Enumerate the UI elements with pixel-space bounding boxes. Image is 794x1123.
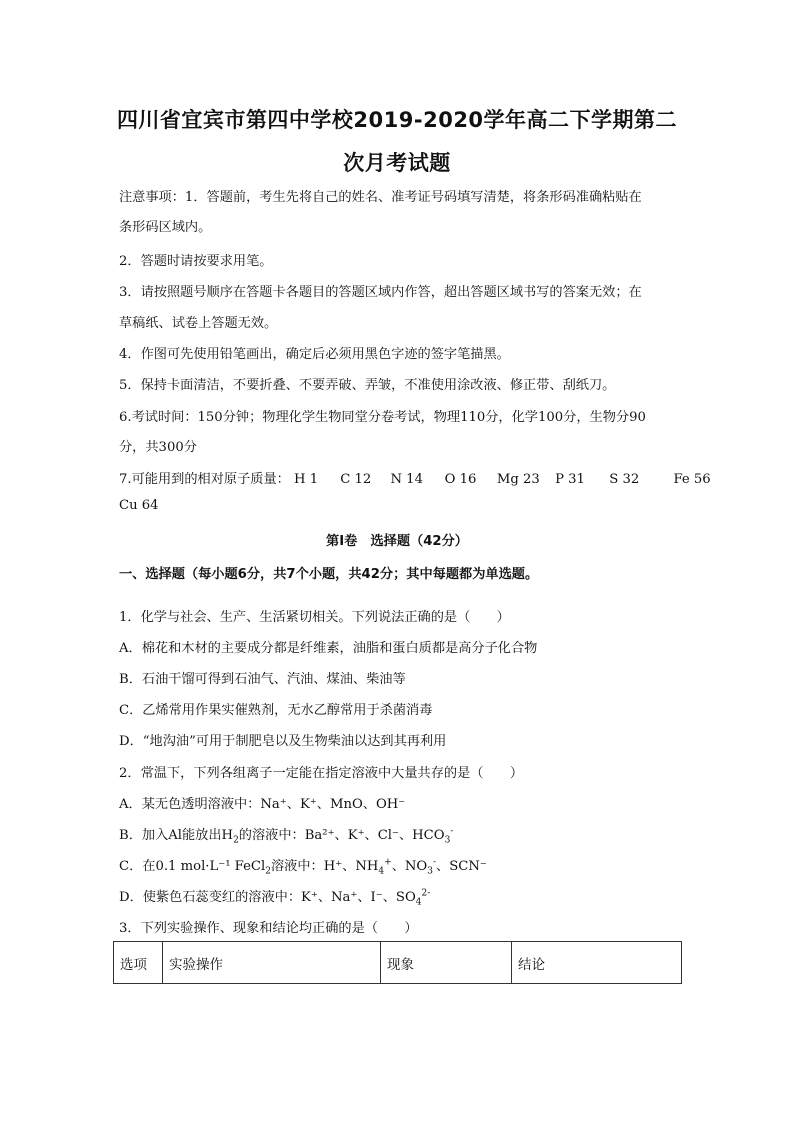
note-1b: 条形码区域内。 xyxy=(119,220,212,235)
table-header-operation: 实验操作 xyxy=(163,942,381,984)
mass-n: N 14 xyxy=(390,472,423,487)
table-header-conclusion: 结论 xyxy=(512,942,682,984)
mass-c: C 12 xyxy=(340,472,372,487)
mass-s: S 32 xyxy=(609,472,640,487)
q3-table xyxy=(113,941,682,984)
section-title: 第I卷 选择题（42分） xyxy=(326,534,468,549)
table-header-row xyxy=(114,942,682,984)
mass-mg: Mg 23 xyxy=(496,472,540,487)
q2-option-d: D．使紫色石蕊变红的溶液中：K⁺、Na⁺、I⁻、$SO_4^{2-}$ xyxy=(119,888,431,908)
section-heading: 一、选择题（每小题6分，共7个小题，共42分；其中每题都为单选题。 xyxy=(119,567,539,582)
mass-p: P 31 xyxy=(555,472,585,487)
q2-option-b: B．加入Al能放出$H_2$的溶液中：Ba²⁺、K⁺、Cl⁻、$HCO_3^-$ xyxy=(119,826,454,846)
q2-option-a: A．某无色透明溶液中：Na⁺、K⁺、MnO、OH⁻ xyxy=(119,797,406,812)
table-header-phenomenon: 现象 xyxy=(381,942,512,984)
q1-stem: 1．化学与社会、生产、生活紧切相关。下列说法正确的是（ ） xyxy=(119,610,510,625)
note-7-atomic-masses xyxy=(119,468,711,487)
exam-title-line2: 次月考试题 xyxy=(343,151,451,175)
note-7-label: 7.可能用到的相对原子质量： xyxy=(119,472,290,487)
q1-option-b: B．石油干馏可得到石油气、汽油、煤油、柴油等 xyxy=(119,672,406,687)
q1-option-a: A．棉花和木材的主要成分都是纤维素，油脂和蛋白质都是高分子化合物 xyxy=(119,641,538,656)
note-1a: 注意事项：1．答题前，考生先将自己的姓名、准考证号码填写清楚，将条形码准确粘贴在 xyxy=(119,190,642,205)
q1-option-c: C．乙烯常用作果实催熟剂，无水乙醇常用于杀菌消毒 xyxy=(119,703,433,718)
mass-o: O 16 xyxy=(444,472,477,487)
table-header-option: 选项 xyxy=(114,942,163,984)
q3-stem: 3．下列实验操作、现象和结论均正确的是（ ） xyxy=(119,921,418,936)
q2-option-c: C．在0.1 mol·L⁻¹ FeCl$_2$溶液中：H⁺、$NH_4^+$、$NO_3^-$、SCN⁻ xyxy=(119,857,487,877)
note-4: 4．作图可先使用铅笔画出，确定后必须用黑色字迹的签字笔描黑。 xyxy=(119,347,510,362)
note-3b: 草稿纸、试卷上答题无效。 xyxy=(119,316,278,331)
note-5: 5．保持卡面清洁，不要折叠、不要弄破、弄皱，不准使用涂改液、修正带、刮纸刀。 xyxy=(119,378,616,393)
note-3a: 3．请按照题号顺序在答题卡各题目的答题区域内作答，超出答题区域书写的答案无效；在 xyxy=(119,285,642,300)
exam-title-line1: 四川省宜宾市第四中学校2019-2020学年高二下学期第二 xyxy=(116,108,678,132)
mass-fe: Fe 56 xyxy=(673,472,711,487)
note-7b: Cu 64 xyxy=(119,498,159,513)
mass-h: H 1 xyxy=(294,472,319,487)
note-6a: 6.考试时间：150分钟；物理化学生物同堂分卷考试，物理110分，化学100分，生物分90 xyxy=(119,410,646,425)
q2-stem: 2．常温下，下列各组离子一定能在指定溶液中大量共存的是（ ） xyxy=(119,766,524,781)
q1-option-d: D．“地沟油”可用于制肥皂以及生物柴油以达到其再利用 xyxy=(119,734,447,749)
note-2: 2．答题时请按要求用笔。 xyxy=(119,254,273,269)
note-6b: 分，共300分 xyxy=(119,440,197,455)
